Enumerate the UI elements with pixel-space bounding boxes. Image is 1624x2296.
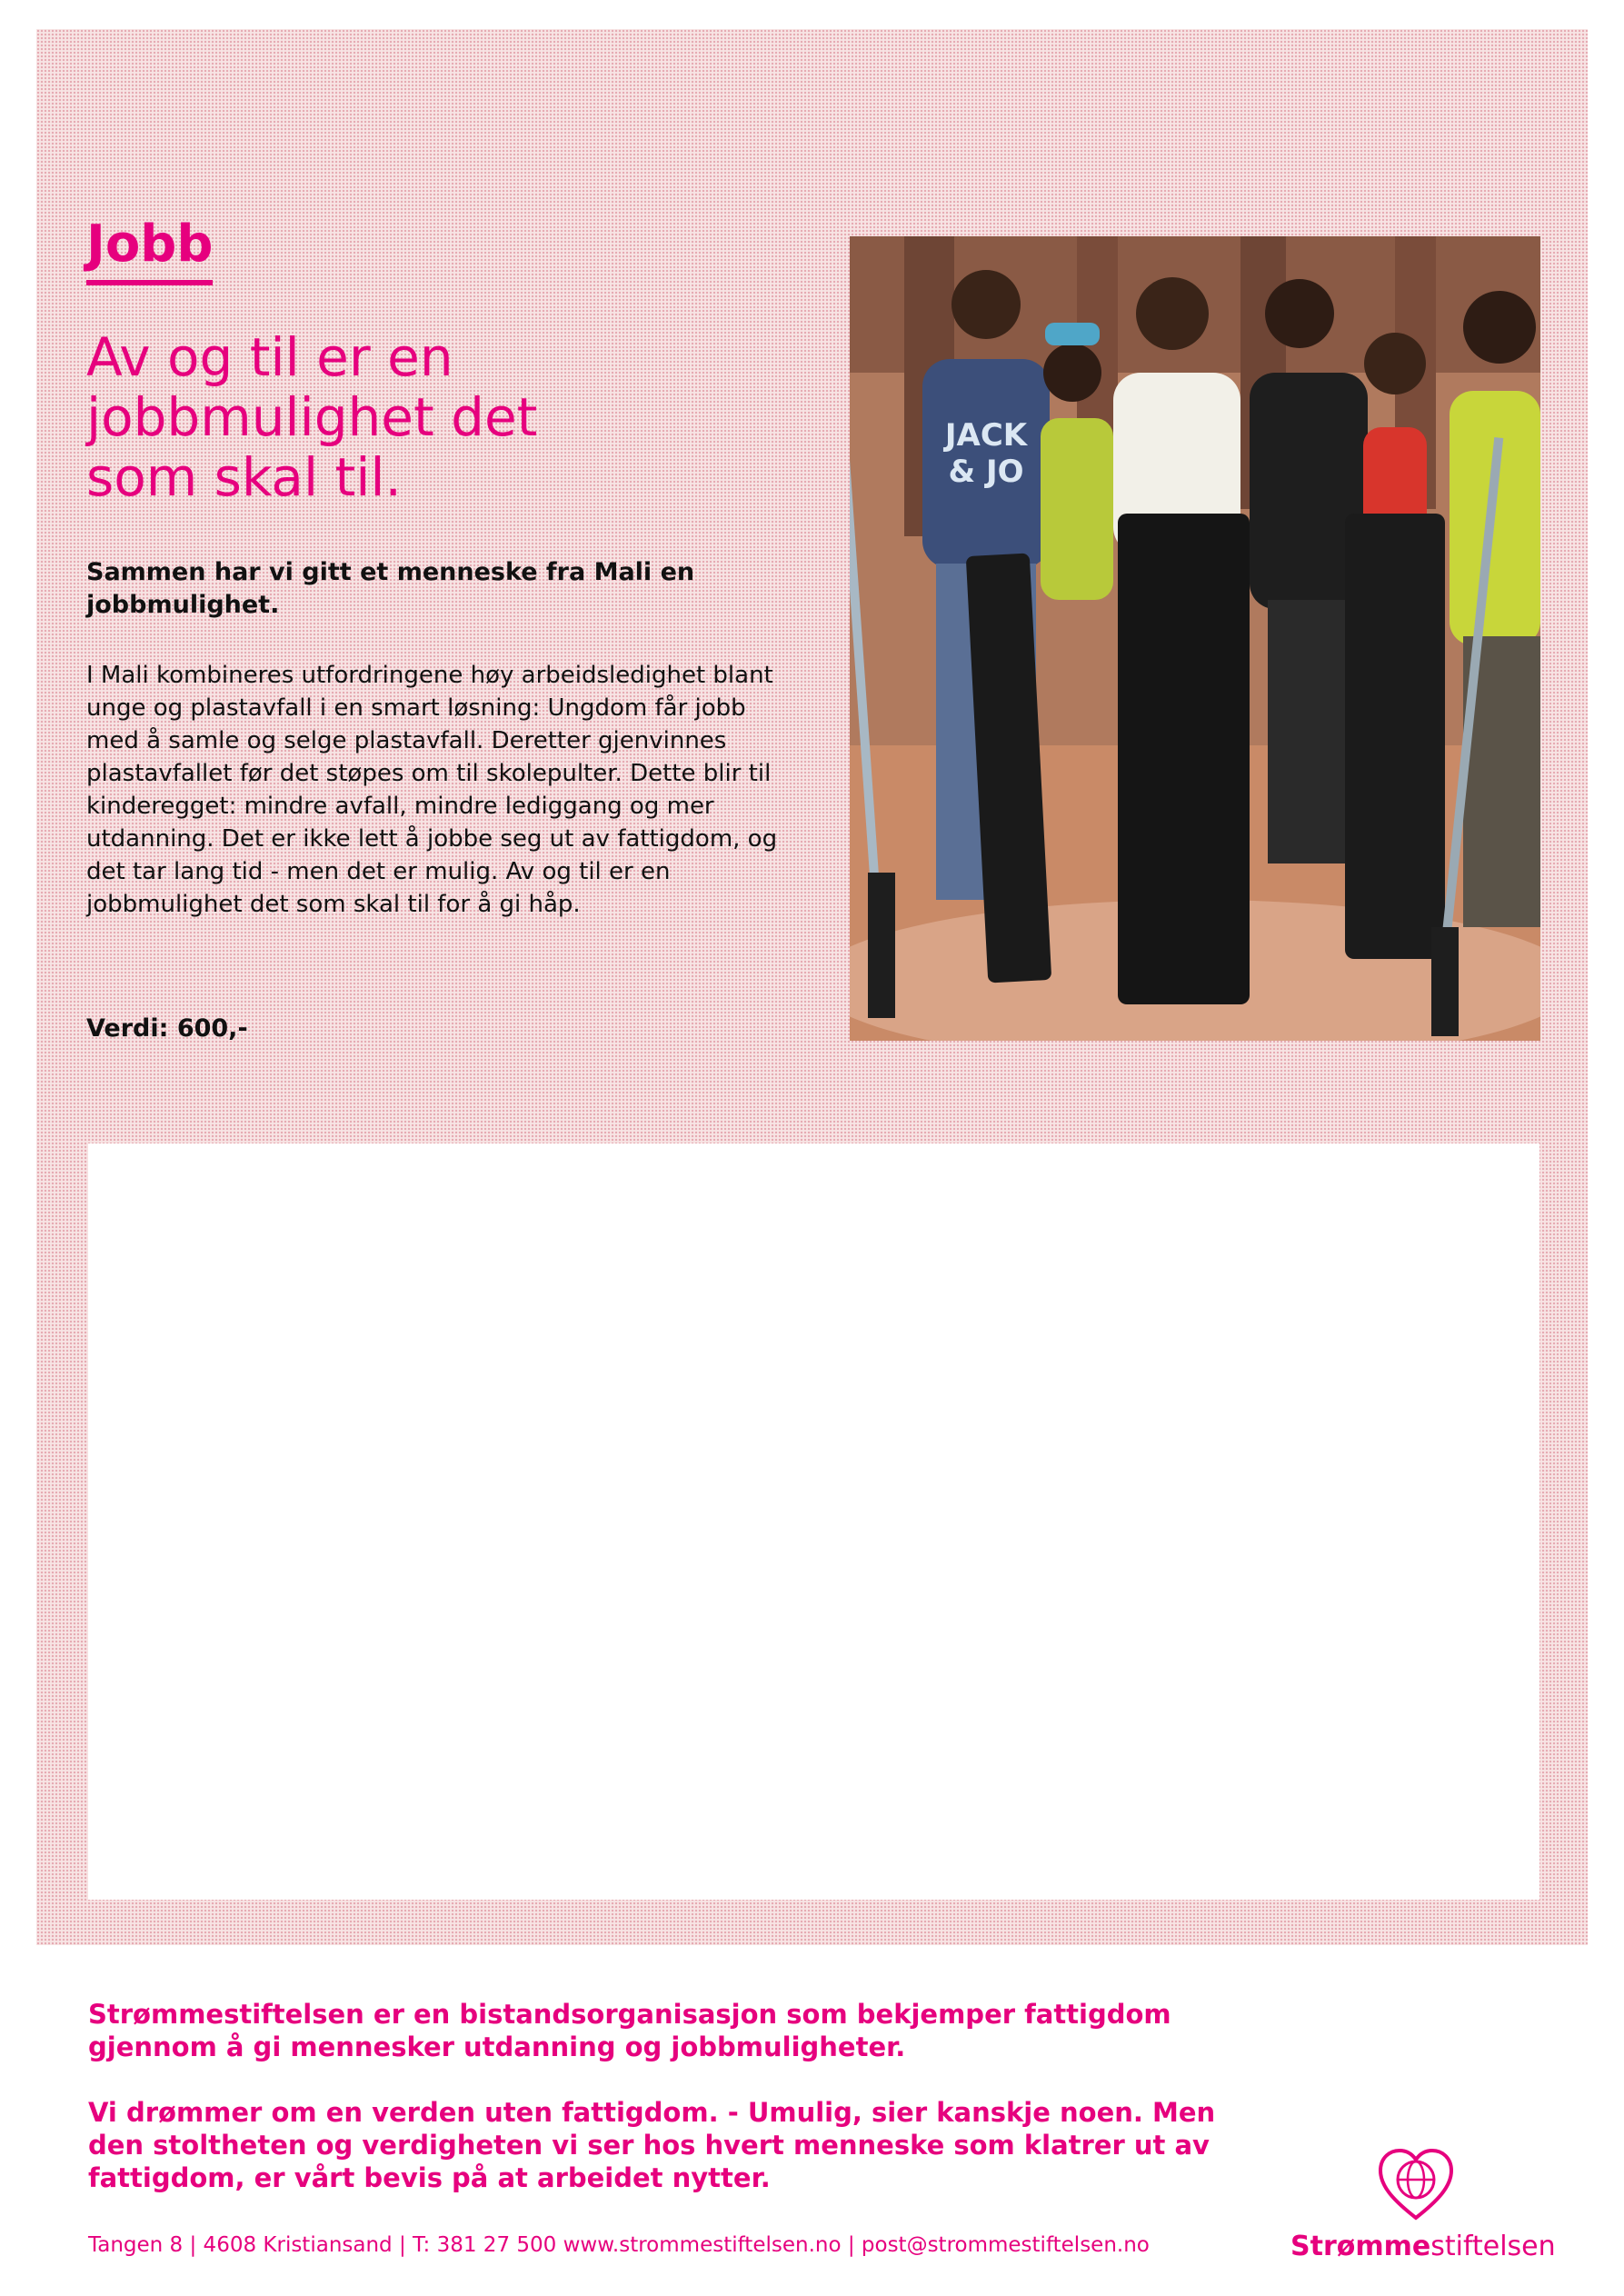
photo-workers-with-school-desks — [850, 236, 1540, 1041]
organization-logo — [1290, 2145, 1563, 2263]
mission-paragraph-2: Vi drømmer om en verden uten fattigdom. - Umulig, sier kanskje noen. Men den stoltheten og verdigheten vi ser hos hvert menneske som klatrer ut av fattigdom, er vårt bevis på at arbeidet nytter. — [88, 2097, 1216, 2193]
lead-paragraph: Sammen har vi gitt et menneske fra Mali en jobbmulighet. — [86, 558, 695, 619]
headline-line-3: som skal til. — [86, 446, 402, 508]
value-label: Verdi: 600,- — [86, 1014, 248, 1043]
headline-line-1: Av og til er en — [86, 326, 453, 388]
photo-illustration — [850, 236, 1540, 1041]
logo-wordmark — [1290, 2231, 1556, 2262]
mission-paragraph-1: Strømmestiftelsen er en bistandsorganisasjon som bekjemper fattigdom gjennom å gi mennesker utdanning og jobbmuligheter. — [88, 1999, 1171, 2062]
logo-wordmark-bold: Strømme — [1290, 2231, 1431, 2262]
body-paragraph: I Mali kombineres utfordringene høy arbeidsledighet blant unge og plastavfall i en smart løsning: Ungdom får jobb med å samle og selge plastavfall. Deretter gjenvinnes plastavfallet før det støpes om til skolepulter. Dette blir til kinderegget: mindre avfall, mindre lediggang og mer utdanning. Det er ikke lett å jobbe seg ut av fattigdom, og det tar lang tid - men det er mulig. Av og til er en jobbmulighet det som skal til for å gi håp. — [86, 662, 778, 918]
contact-info: Tangen 8 | 4608 Kristiansand | T: 381 27 500 www.strommestiftelsen.no | post@strommestiftelsen.no — [88, 2233, 1150, 2257]
headline-line-2: jobbmulighet det — [86, 386, 538, 448]
category-tag: Jobb — [86, 216, 213, 285]
logo-wordmark-regular: stiftelsen — [1430, 2231, 1556, 2262]
heart-globe-icon — [1377, 2145, 1455, 2223]
shirt-text-line-2: & JO — [948, 454, 1024, 490]
message-area — [88, 1143, 1539, 1900]
mission-statement — [88, 1998, 1233, 2227]
shirt-text-line-1: JACK — [944, 417, 1028, 454]
headline — [86, 327, 741, 507]
